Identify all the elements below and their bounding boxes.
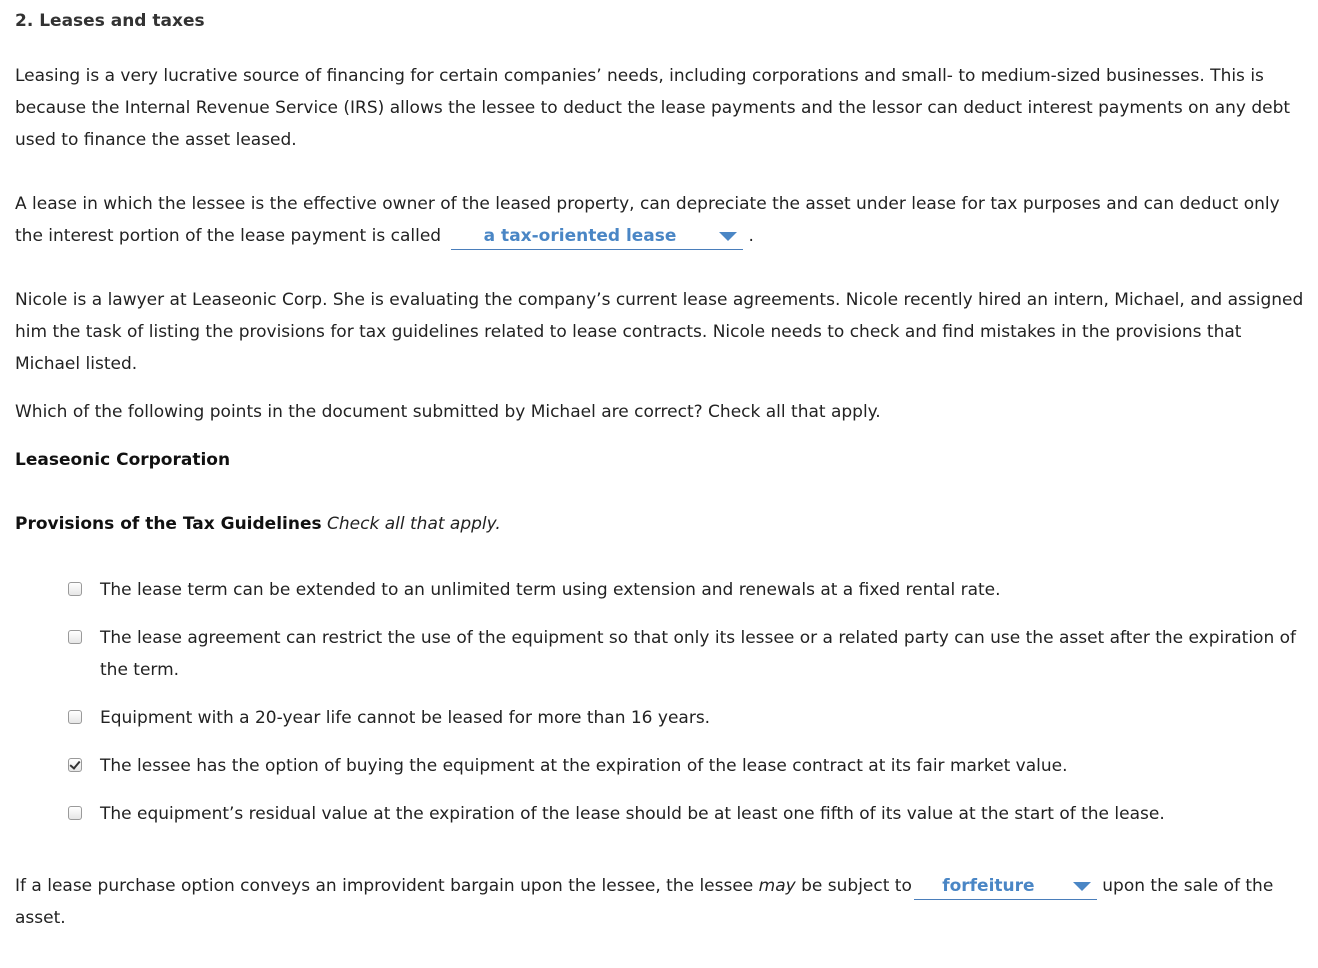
consequence-dropdown[interactable] — [914, 873, 1097, 900]
question-2: Which of the following points in the document submitted by Michael are correct? Check all that apply. — [15, 402, 881, 422]
provisions-header — [15, 508, 1305, 540]
checkbox-provision-3[interactable] — [68, 710, 82, 724]
question-3-after: upon the sale of the asset. — [15, 876, 1274, 928]
provisions-instruction: Check all that apply. — [327, 514, 501, 534]
checkbox-provision-2[interactable] — [68, 630, 82, 644]
scenario-paragraph: Nicole is a lawyer at Leaseonic Corp. She is evaluating the company’s current lease agreements. Nicole recently hired an intern, Michael, and assigned him the task of listing the provisions for tax guidelines related to lease contracts. Nicole needs to check and find mistakes in the provisions that Michael listed. — [15, 290, 1304, 374]
intro-paragraph: Leasing is a very lucrative source of financing for certain companies’ needs, including corporations and small- to medium-sized businesses. This is because the Internal Revenue Service (IRS) allows the lessee to deduct the lease payments and the lessor can deduct interest payments on any debt used to finance the asset leased. — [15, 66, 1291, 150]
list-item — [68, 798, 1305, 830]
list-item — [68, 622, 1305, 686]
question-1-text: A lease in which the lessee is the effective owner of the leased property, can depreciate the asset under lease for tax purposes and can deduct only the interest portion of the lease payment is called — [15, 194, 1280, 246]
provision-text: The lessee has the option of buying the equipment at the expiration of the lease contract at its fair market value. — [100, 756, 1068, 776]
checkbox-provision-1[interactable] — [68, 582, 82, 596]
list-item — [68, 702, 1305, 734]
page-title: 2. Leases and taxes — [15, 11, 205, 31]
question-3 — [15, 870, 1305, 934]
lease-type-dropdown[interactable] — [451, 223, 743, 250]
lease-type-selected: a tax-oriented lease — [483, 226, 677, 246]
question-3-middle: be subject to — [795, 876, 912, 896]
chevron-down-icon — [1073, 882, 1091, 891]
company-name: Leaseonic Corporation — [15, 450, 231, 470]
provision-text: The lease term can be extended to an unlimited term using extension and renewals at a fixed rental rate. — [100, 580, 1001, 600]
provision-text: The lease agreement can restrict the use of the equipment so that only its lessee or a related party can use the asset after the expiration of the term. — [100, 628, 1297, 680]
question-3-before: If a lease purchase option conveys an improvident bargain upon the lessee, the lessee — [15, 876, 759, 896]
checkbox-provision-5[interactable] — [68, 806, 82, 820]
question-1 — [15, 188, 1305, 252]
provision-text: The equipment’s residual value at the expiration of the lease should be at least one fifth of its value at the start of the lease. — [100, 804, 1165, 824]
provision-text: Equipment with a 20-year life cannot be leased for more than 16 years. — [100, 708, 711, 728]
list-item — [68, 574, 1305, 606]
question-3-emphasis: may — [758, 876, 796, 896]
checkbox-provision-4[interactable] — [68, 758, 82, 772]
chevron-down-icon — [719, 232, 737, 241]
provisions-heading: Provisions of the Tax Guidelines — [15, 514, 322, 534]
question-1-suffix: . — [748, 226, 754, 246]
question-panel — [15, 4, 1305, 934]
consequence-selected: forfeiture — [942, 876, 1035, 896]
list-item — [68, 750, 1305, 782]
provisions-checklist — [68, 574, 1305, 830]
